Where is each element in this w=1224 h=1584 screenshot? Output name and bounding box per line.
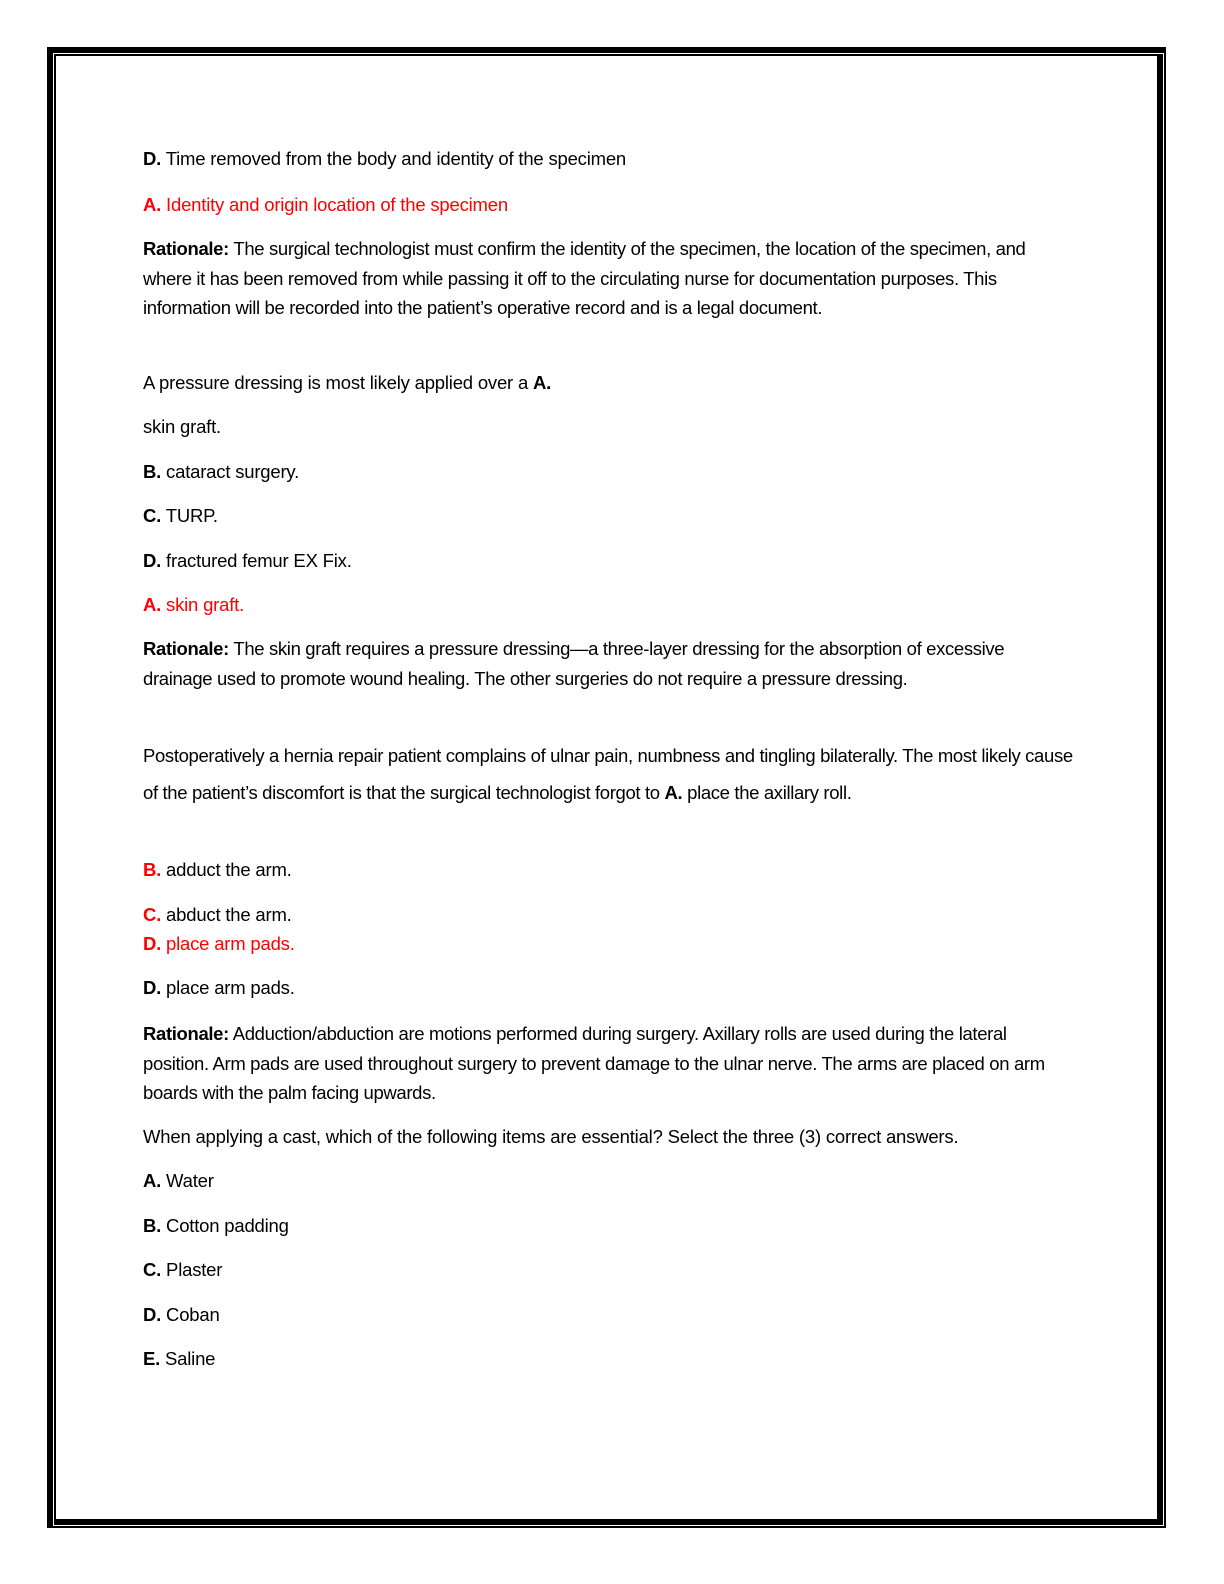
- question-text: When applying a cast, which of the following items are essential? Select the three (3) correct answers.: [143, 1126, 959, 1147]
- answer-text: Identity and origin location of the specimen: [161, 194, 508, 215]
- answer-label: A.: [143, 194, 162, 215]
- option-text: place arm pads.: [161, 977, 295, 998]
- option-text: abduct the arm.: [161, 904, 292, 925]
- question-cast: [143, 1126, 958, 1148]
- option-label: C.: [143, 904, 162, 925]
- option-d: [143, 1304, 220, 1326]
- question-hernia-repair: [143, 737, 1073, 811]
- option-text: cataract surgery.: [161, 461, 300, 482]
- answer-prev-question: [143, 194, 508, 216]
- question-pressure-dressing: [143, 372, 551, 394]
- option-c: [143, 1259, 222, 1281]
- answer-label: D.: [143, 933, 162, 954]
- option-text: Cotton padding: [161, 1215, 289, 1236]
- option-text: skin graft.: [143, 416, 221, 437]
- option-label: D.: [143, 1304, 162, 1325]
- option-b: [143, 859, 292, 881]
- option-text: place the axillary roll.: [682, 782, 852, 803]
- rationale-label: Rationale:: [143, 1023, 229, 1044]
- option-label: C.: [143, 1259, 162, 1280]
- option-label: A.: [664, 782, 683, 803]
- option-label: D.: [143, 977, 162, 998]
- option-label: C.: [143, 505, 162, 526]
- answer-text: skin graft.: [161, 594, 245, 615]
- rationale-3: [143, 1019, 1073, 1108]
- option-b: [143, 461, 299, 483]
- option-c: [143, 904, 292, 926]
- rationale-label: Rationale:: [143, 638, 229, 659]
- option-label: A.: [143, 1170, 162, 1191]
- option-text: fractured femur EX Fix.: [161, 550, 352, 571]
- option-label: E.: [143, 1348, 161, 1369]
- option-b: [143, 1215, 289, 1237]
- option-text: Time removed from the body and identity of the specimen: [161, 148, 627, 169]
- option-e: [143, 1348, 215, 1370]
- option-label: B.: [143, 461, 162, 482]
- option-text: Saline: [160, 1348, 216, 1369]
- option-d-prev-question: [143, 148, 626, 170]
- question-text: Postoperatively a hernia repair patient complains of ulnar pain, numbness and tingling bilaterally. The most likely cause of the patient’s discomfort is that the surgical technologist forgot to: [143, 745, 1073, 803]
- rationale-2: [143, 634, 1073, 693]
- answer-label: A.: [143, 594, 162, 615]
- option-text: Water: [161, 1170, 214, 1191]
- option-text: TURP.: [161, 505, 218, 526]
- option-label: B.: [143, 859, 162, 880]
- question-text: A pressure dressing is most likely applied over a: [143, 372, 533, 393]
- option-c: [143, 505, 218, 527]
- rationale-text: Adduction/abduction are motions performed during surgery. Axillary rolls are used during the lateral position. Arm pads are used throughout surgery to prevent damage to the ulnar nerve. The arms are placed on arm boards with the palm facing upwards.: [143, 1023, 1045, 1104]
- option-text: Plaster: [161, 1259, 223, 1280]
- rationale-text: The surgical technologist must confirm the identity of the specimen, the location of the specimen, and where it has been removed from while passing it off to the circulating nurse for documentation purposes. This information will be recorded into the patient’s operative record and is a legal document.: [143, 238, 1026, 319]
- option-label: A.: [533, 372, 552, 393]
- rationale-label: Rationale:: [143, 238, 229, 259]
- option-a: [143, 416, 221, 438]
- option-label: D.: [143, 148, 162, 169]
- rationale-1: [143, 234, 1073, 323]
- option-text: adduct the arm.: [161, 859, 292, 880]
- rationale-text: The skin graft requires a pressure dressing—a three-layer dressing for the absorption of excessive drainage used to promote wound healing. The other surgeries do not require a pressure dressing.: [143, 638, 1005, 689]
- option-label: B.: [143, 1215, 162, 1236]
- answer-pressure-dressing: [143, 594, 244, 616]
- answer-hernia-repair: [143, 933, 295, 955]
- option-text: Coban: [161, 1304, 220, 1325]
- option-a: [143, 1170, 214, 1192]
- option-d: [143, 977, 295, 999]
- option-label: D.: [143, 550, 162, 571]
- option-d: [143, 550, 352, 572]
- answer-text: place arm pads.: [161, 933, 295, 954]
